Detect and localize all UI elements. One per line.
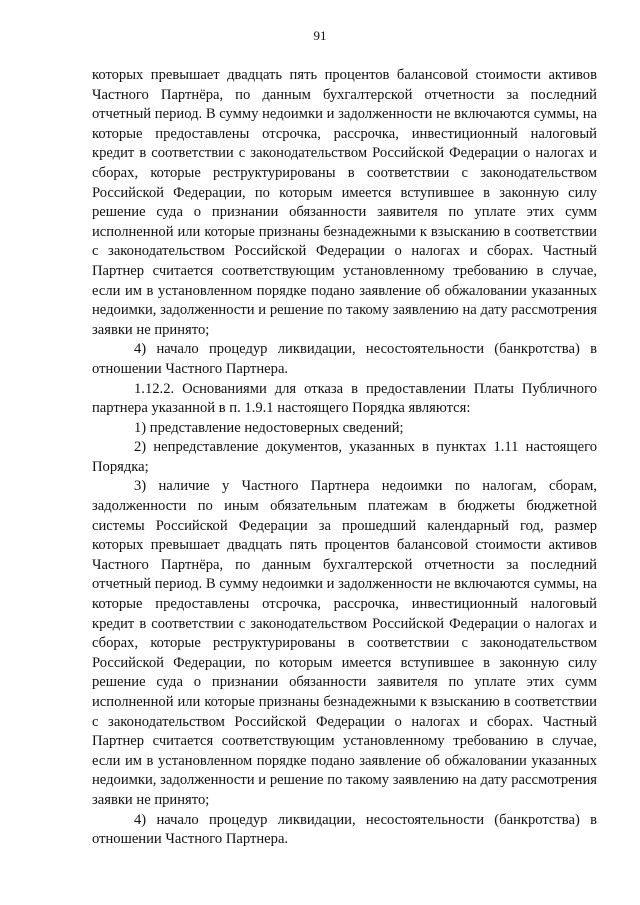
paragraph-item-2: 2) непредставление документов, указанных в пунктах 1.11 настоящего Порядка; [92, 439, 597, 475]
paragraph-item-1: 1) представление недостоверных сведений; [134, 419, 404, 436]
page-number: 91 [313, 28, 327, 43]
paragraph-item-4: 4) начало процедур ликвидации, несостоятельности (банкротства) в отношении Частного Партнера. [92, 341, 597, 377]
paragraph-continuation: которых превышает двадцать пять процентов балансовой стоимости активов Частного Партнёра, по данным бухгалтерской отчетности за последний отчетный период. В сумму недоимки и задолженности не включаются суммы, на которые предоставлены отсрочка, рассрочка, инвестиционный налоговый кредит в соответствии с законодательством Российской Федерации о налогах и сборах, которые реструктурированы в соответствии с законодательством Российской Федерации, по которым имеется вступившее в законную силу решение суда о признании обязанности заявителя по уплате этих сумм исполненной или которые признаны безнадежными к взысканию в соответствии с законодательством Российской Федерации о налогах и сборах. Частный Партнер считается соответствующим установленному требованию в случае, если им в установленном порядке подано заявление об обжаловании указанных недоимки, задолженности и решение по такому заявлению на дату рассмотрения заявки не принято; [92, 67, 597, 338]
document-body [92, 66, 597, 850]
paragraph-item-4-final: 4) начало процедур ликвидации, несостоятельности (банкротства) в отношении Частного Партнера. [92, 811, 597, 848]
paragraph-item-3: 3) наличие у Частного Партнера недоимки по налогам, сборам, задолженности по иным обязательным платежам в бюджеты бюджетной системы Российской Федерации за прошедший календарный год, размер которых превышает двадцать пять процентов балансовой стоимости активов Частного Партнёра, по данным бухгалтерской отчетности за последний отчетный период. В сумму недоимки и задолженности не включаются суммы, на которые предоставлены отсрочка, рассрочка, инвестиционный налоговый кредит в соответствии с законодательством Российской Федерации о налогах и сборах, которые реструктурированы в соответствии с законодательством Российской Федерации, по которым имеется вступившее в законную силу решение суда о признании обязанности заявителя по уплате этих сумм исполненной или которые признаны безнадежными к взысканию в соответствии с законодательством Российской Федерации о налогах и сборах. Частный Партнер считается соответствующим установленному требованию в случае, если им в установленном порядке подано заявление об обжаловании указанных недоимки, задолженности и решение по такому заявлению на дату рассмотрения заявки не принято; [92, 478, 597, 808]
paragraph-section-1-12-2: 1.12.2. Основаниями для отказа в предоставлении Платы Публичного партнера указанной в п. 1.9.1 настоящего Порядка являются: [92, 380, 597, 417]
